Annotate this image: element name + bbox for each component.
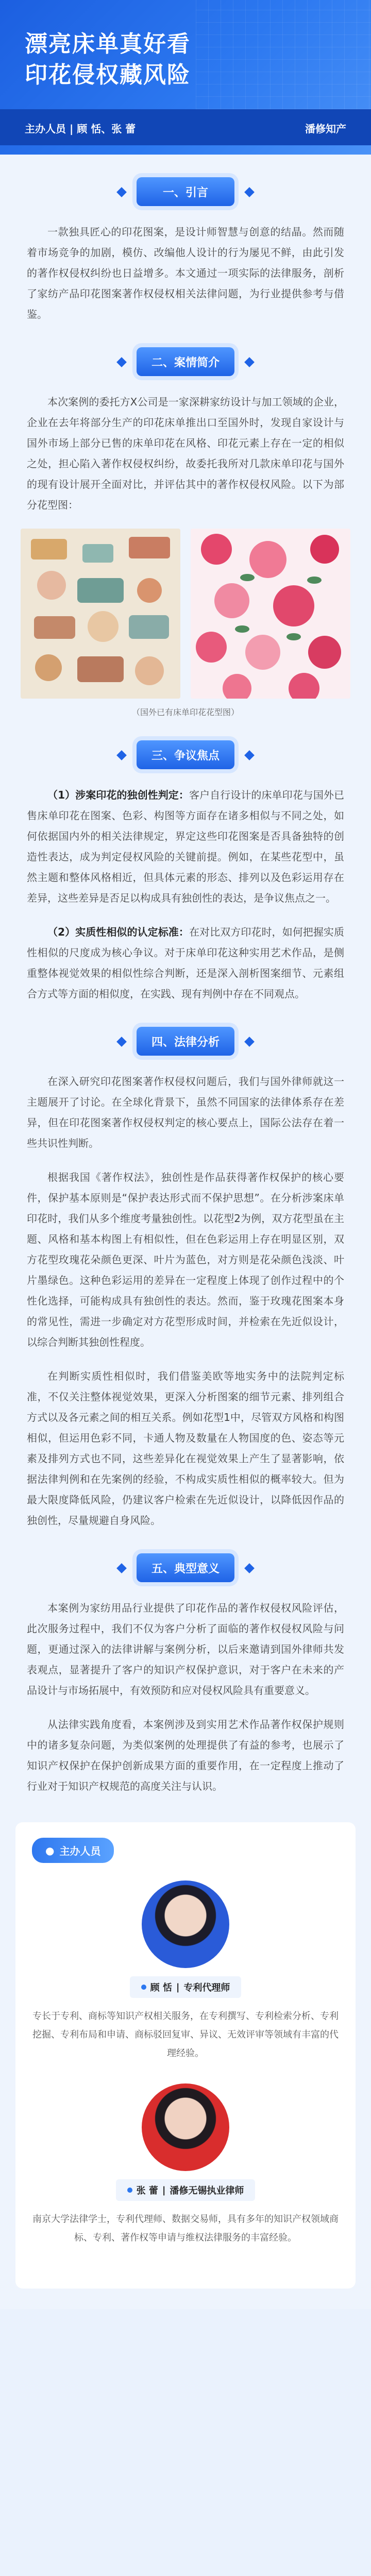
meaning-paragraph-2: 从法律实践角度看，本案例涉及到实用艺术作品著作权保护规则中的诸多复杂问题，为类似案例的处理提供了有益的参考，也展示了知识产权保护在保护创新成果方面的重要作用，在一定程度上推动了行业对于知识产权规范的高度关注与认识。 (27, 1718, 344, 1792)
dispute-point-2-lead: （2）实质性相似的认定标准： (47, 926, 189, 938)
section-label-analysis: 四、法律分析 (137, 1027, 234, 1056)
intro-text (0, 222, 371, 325)
hero-grid-decoration (196, 0, 371, 109)
section-head-meaning (0, 1553, 371, 1582)
analysis-paragraph-1: 在深入研究印花图案著作权侵权问题后，我们与国外律师就这一主题展开了讨论。在全球化背景下，虽然不同国家的法律体系存在差异，但在印花图案著作权侵权判定的核心要点上，国际公法存在着一些共识性判断。 (27, 1075, 344, 1149)
hero-banner (0, 0, 371, 155)
organizer-role: 潘修无锡执业律师 (170, 2185, 244, 2196)
rose-pattern-drawing (191, 529, 350, 699)
analysis-paragraph-3: 在判断实质性相似时，我们借鉴美欧等地实务中的法院判定标准，不仅关注整体视觉效果，更深入分析图案的细节元素、排列组合方式以及各元素之间的相互关系。例如花型1中，尽管双方风格和构图相似，但运用色彩不同，卡通人物及数量在人物国度的色、姿态等元素及排列方式也不同，这些差异化在视觉效果上产生了显著影响，依据法律判例和在先案例的经验，不构成实质性相似的概率较大。但为最大限度降低风险，仍建议客户检索在先近似设计，以降低因作品的独创性，尽量规避自身风险。 (27, 1370, 344, 1527)
separator: | (176, 1981, 180, 1993)
separator: | (162, 2184, 166, 2196)
organizer-profile-2 (32, 2083, 339, 2247)
organizers-heading (32, 1838, 114, 1863)
name-badge (130, 1976, 242, 1998)
hero-title-line2: 印花侵权藏风险 (25, 62, 191, 88)
organizers-card (15, 1822, 356, 2289)
section-head-case (0, 347, 371, 376)
case-paragraph: 本次案例的委托方X公司是一家深耕家纺设计与加工领域的企业，企业在去年将部分生产的印花床单推出口至国外时，发现自家设计与国外市场上部分已售的床单印花在风格、印花元素上存在一定的相似之处，担心陷入著作权侵权纠纷，故委托我所对几款床单印花与国外的现有设计展开全面对比，并评估其中的著作权侵权风险。以下为部分花型图： (27, 396, 344, 511)
case-text (0, 392, 371, 515)
dot-icon (141, 1985, 146, 1990)
meaning-text (0, 1598, 371, 1797)
avatar (142, 2083, 229, 2171)
pattern-figures (0, 529, 371, 699)
analysis-paragraph-2: 根据我国《著作权法》，独创性是作品获得著作权保护的核心要件，保护基本原则是“保护表达形式而不保护思想”。在分析涉案床单印花时，我们从多个维度考量独创性。以花型2为例，双方花型虽在主题、风格和基本构图上有相似性，但在色彩运用上存在明显区别，双方花型玫瑰花朵颜色更深、叶片为蓝色，对方则是花朵颜色浅淡、叶片墨绿色。这种色彩运用的差异在一定程度上体现了创作过程中的个性化选择，可能构成具有独创性的表达。然而，鉴于玫瑰花图案本身的常见性，需进一步确定对方花型形成时间，并检索在先近似设计，以综合判断其独创性程度。 (27, 1171, 344, 1348)
section-label-meaning: 五、典型意义 (137, 1553, 234, 1582)
beach-pattern-drawing (21, 529, 180, 699)
pattern-caption: （国外已有床单印花花型图） (131, 707, 239, 717)
meaning-paragraph-1: 本案例为家纺用品行业提供了印花作品的著作权侵权风险评估，此次服务过程中，我们不仅为客户分析了面临的著作权侵权风险与问题，更通过深入的法律讲解与案例分析，以后来邀请到国外律师共发表观点，显著提升了客户的知识产权保护意识，对于客户在未来的产品设计与市场拓展中，有效预防和应对侵权风险具有重要意义。 (27, 1602, 344, 1697)
section-head-intro (0, 177, 371, 206)
user-icon: ● (45, 1844, 55, 1857)
hero-title (25, 29, 191, 91)
rose-pattern-image (191, 529, 350, 699)
dot-icon (127, 2188, 132, 2193)
dispute-paragraph-2 (27, 922, 344, 1004)
analysis-text (0, 1071, 371, 1531)
organizer-bio: 专长于专利、商标等知识产权相关服务，在专利撰写、专利检索分析、专利挖掘、专利布局和申请、商标驳回复审、异议、无效评审等领域有丰富的代理经验。 (32, 2011, 339, 2059)
organizers-heading-label: 主办人员 (59, 1845, 101, 1857)
hero-brand: 潘修知产 (305, 123, 346, 135)
section-head-analysis (0, 1027, 371, 1056)
hero-authors: 主办人员 | 顾 恬、张 蕾 (25, 123, 136, 135)
avatar (142, 1880, 229, 1968)
dispute-paragraph-1 (27, 785, 344, 908)
section-head-dispute (0, 740, 371, 769)
organizer-name: 张 蕾 (136, 2185, 158, 2196)
organizer-role: 专利代理师 (183, 1982, 230, 1993)
section-label-case: 二、案情简介 (137, 347, 234, 376)
hero-title-line1: 漂亮床单真好看 (25, 31, 191, 57)
organizer-name: 顾 恬 (150, 1982, 172, 1993)
section-label-dispute: 三、争议焦点 (137, 740, 234, 769)
dispute-point-1-lead: （1）涉案印花的独创性判定： (47, 789, 189, 801)
dispute-text (0, 785, 371, 1004)
dispute-point-1-text: 客户自行设计的床单印花与国外已售床单印花在图案、色彩、构图等方面存在诸多相似与不同之处，如何依据国内外的相关法律规定，界定这些印花图案是否具备独特的创造性表达，成为判定侵权风险的关键前提。例如，在某些花型中，虽然主题和整体风格相近，但具体元素的形态、排列以及色彩运用存在差异，这些差异是否足以构成具有独创性的表达，是争议焦点之一。 (27, 789, 345, 904)
beach-pattern-image (21, 529, 180, 699)
name-badge (116, 2179, 256, 2201)
intro-paragraph: 一款独具匠心的印花图案，是设计师智慧与创意的结晶。然而随着市场竞争的加剧，模仿、改编他人设计的行为屡见不鲜，由此引发的著作权侵权纠纷也日益增多。本文通过一项实际的法律服务，剖析了家纺产品印花图案著作权侵权相关法律问题，为行业提供参考与借鉴。 (27, 226, 344, 320)
organizer-profile-1 (32, 1880, 339, 2063)
organizer-bio: 南京大学法律学士，专利代理师、数据交易师，具有多年的知识产权领域商标、专利、著作权等申请与维权法律服务的丰富经验。 (32, 2214, 339, 2243)
dispute-point-2-text: 在对比双方印花时，如何把握实质性相似的尺度成为核心争议。对于床单印花这种实用艺术作品，是侧重整体视觉效果的相似性综合判断，还是深入剖析图案细节、元素组合方式等方面的相似度，在实践、现有判例中存在不同观点。 (27, 926, 345, 1000)
section-label-intro: 一、引言 (137, 177, 234, 206)
